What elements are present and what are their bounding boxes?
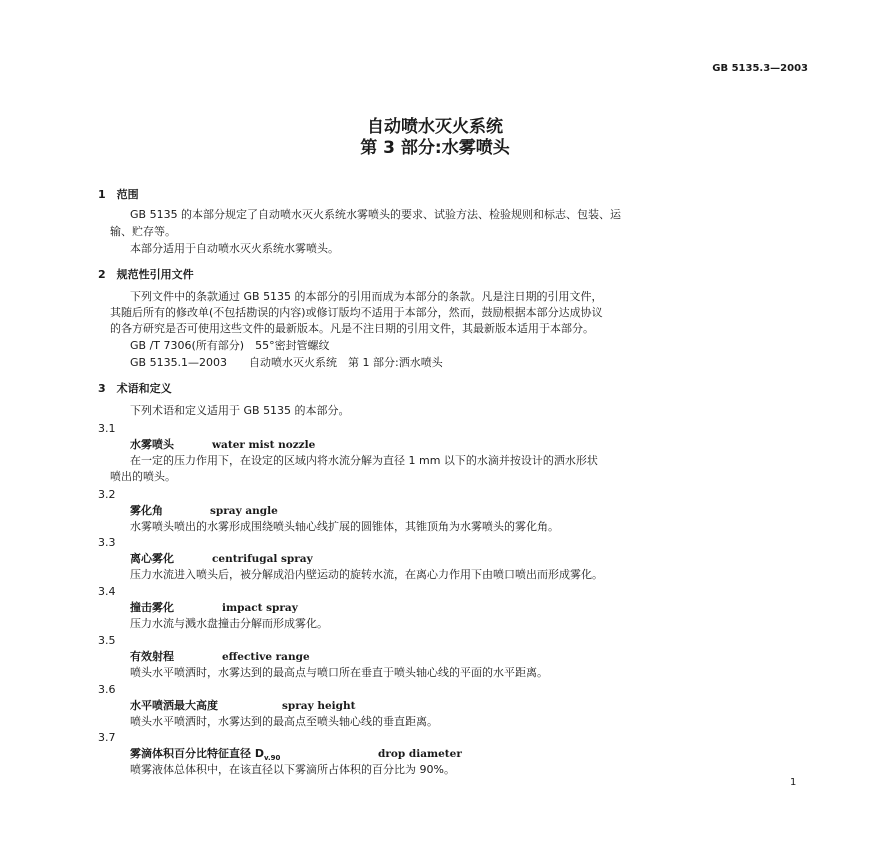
section-2-paragraph-1: 下列文件中的条款通过 GB 5135 的本部分的引用而成为本部分的条款。凡是注日期的引用文件， (130, 290, 603, 303)
term-number: 3.1 (98, 422, 116, 435)
term-definition: 压力水流与溅水盘撞击分解而形成雾化。 (130, 617, 328, 630)
document-title: 自动喷水灭火系统 (367, 117, 503, 137)
term-definition: 水雾喷头喷出的水雾形成围绕喷头轴心线扩展的圆锥体，其锥顶角为水雾喷头的雾化角。 (130, 520, 559, 533)
term-number: 3.7 (98, 731, 116, 744)
section-3-intro: 下列术语和定义适用于 GB 5135 的本部分。 (130, 404, 350, 417)
section-2-heading: 2 规范性引用文件 (98, 268, 194, 281)
term-chinese: 离心雾化 (130, 552, 174, 565)
term-definition-cont: 喷出的喷头。 (110, 470, 176, 483)
section-1-paragraph-2: 本部分适用于自动喷水灭火系统水雾喷头。 (130, 242, 339, 255)
normative-reference-2: GB 5135.1—2003 自动喷水灭火系统 第 1 部分:洒水喷头 (130, 356, 443, 369)
term-number: 3.4 (98, 585, 116, 598)
term-english: water mist nozzle (212, 439, 316, 451)
term-chinese: 雾滴体积百分比特征直径 $D_{v.90}$ (130, 747, 281, 763)
term-english: drop diameter (378, 748, 462, 760)
section-2-paragraph-1-cont2: 的各方研究是否可使用这些文件的最新版本。凡是不注日期的引用文件，其最新版本适用于本部分。 (110, 322, 594, 335)
term-number: 3.6 (98, 683, 116, 696)
term-number: 3.3 (98, 536, 116, 549)
section-1-heading: 1 范围 (98, 188, 139, 201)
section-1-paragraph-1: GB 5135 的本部分规定了自动喷水灭火系统水雾喷头的要求、试验方法、检验规则和标志、包装、运 (130, 208, 622, 221)
term-subscript: v.90 (263, 754, 281, 763)
term-chinese: 水雾喷头 (130, 438, 174, 451)
term-english: spray angle (210, 505, 278, 517)
term-english: effective range (222, 651, 310, 663)
term-definition: 喷雾液体总体积中，在该直径以下雾滴所占体积的百分比为 90%。 (130, 763, 455, 776)
term-english: centrifugal spray (212, 553, 313, 565)
term-english: spray height (282, 700, 356, 712)
term-number: 3.5 (98, 634, 116, 647)
term-definition: 喷头水平喷洒时，水雾达到的最高点与喷口所在垂直于喷头轴心线的平面的水平距离。 (130, 666, 548, 679)
term-chinese: 雾化角 (130, 504, 163, 517)
normative-reference-1: GB /T 7306(所有部分) 55°密封管螺纹 (130, 339, 330, 352)
section-2-paragraph-1-cont: 其随后所有的修改单(不包括勘误的内容)或修订版均不适用于本部分，然而，鼓励根据本部分达成协议 (110, 306, 603, 319)
term-chinese: 撞击雾化 (130, 601, 174, 614)
term-definition: 在一定的压力作用下，在设定的区域内将水流分解为直径 1 mm 以下的水滴并按设计的洒水形状 (130, 454, 598, 467)
section-1-paragraph-1-cont: 输、贮存等。 (110, 225, 176, 238)
term-english: impact spray (222, 602, 298, 614)
section-3-heading: 3 术语和定义 (98, 382, 172, 395)
term-chinese: 水平喷洒最大高度 (130, 699, 218, 712)
term-number: 3.2 (98, 488, 116, 501)
page-number: 1 (790, 777, 797, 788)
term-definition: 喷头水平喷洒时，水雾达到的最高点至喷头轴心线的垂直距离。 (130, 715, 438, 728)
term-chinese: 有效射程 (130, 650, 174, 663)
standard-number: GB 5135.3—2003 (712, 63, 808, 74)
document-subtitle: 第 3 部分:水雾喷头 (360, 138, 510, 158)
term-definition: 压力水流进入喷头后，被分解成沿内壁运动的旋转水流，在离心力作用下由喷口喷出而形成雾化。 (130, 568, 603, 581)
